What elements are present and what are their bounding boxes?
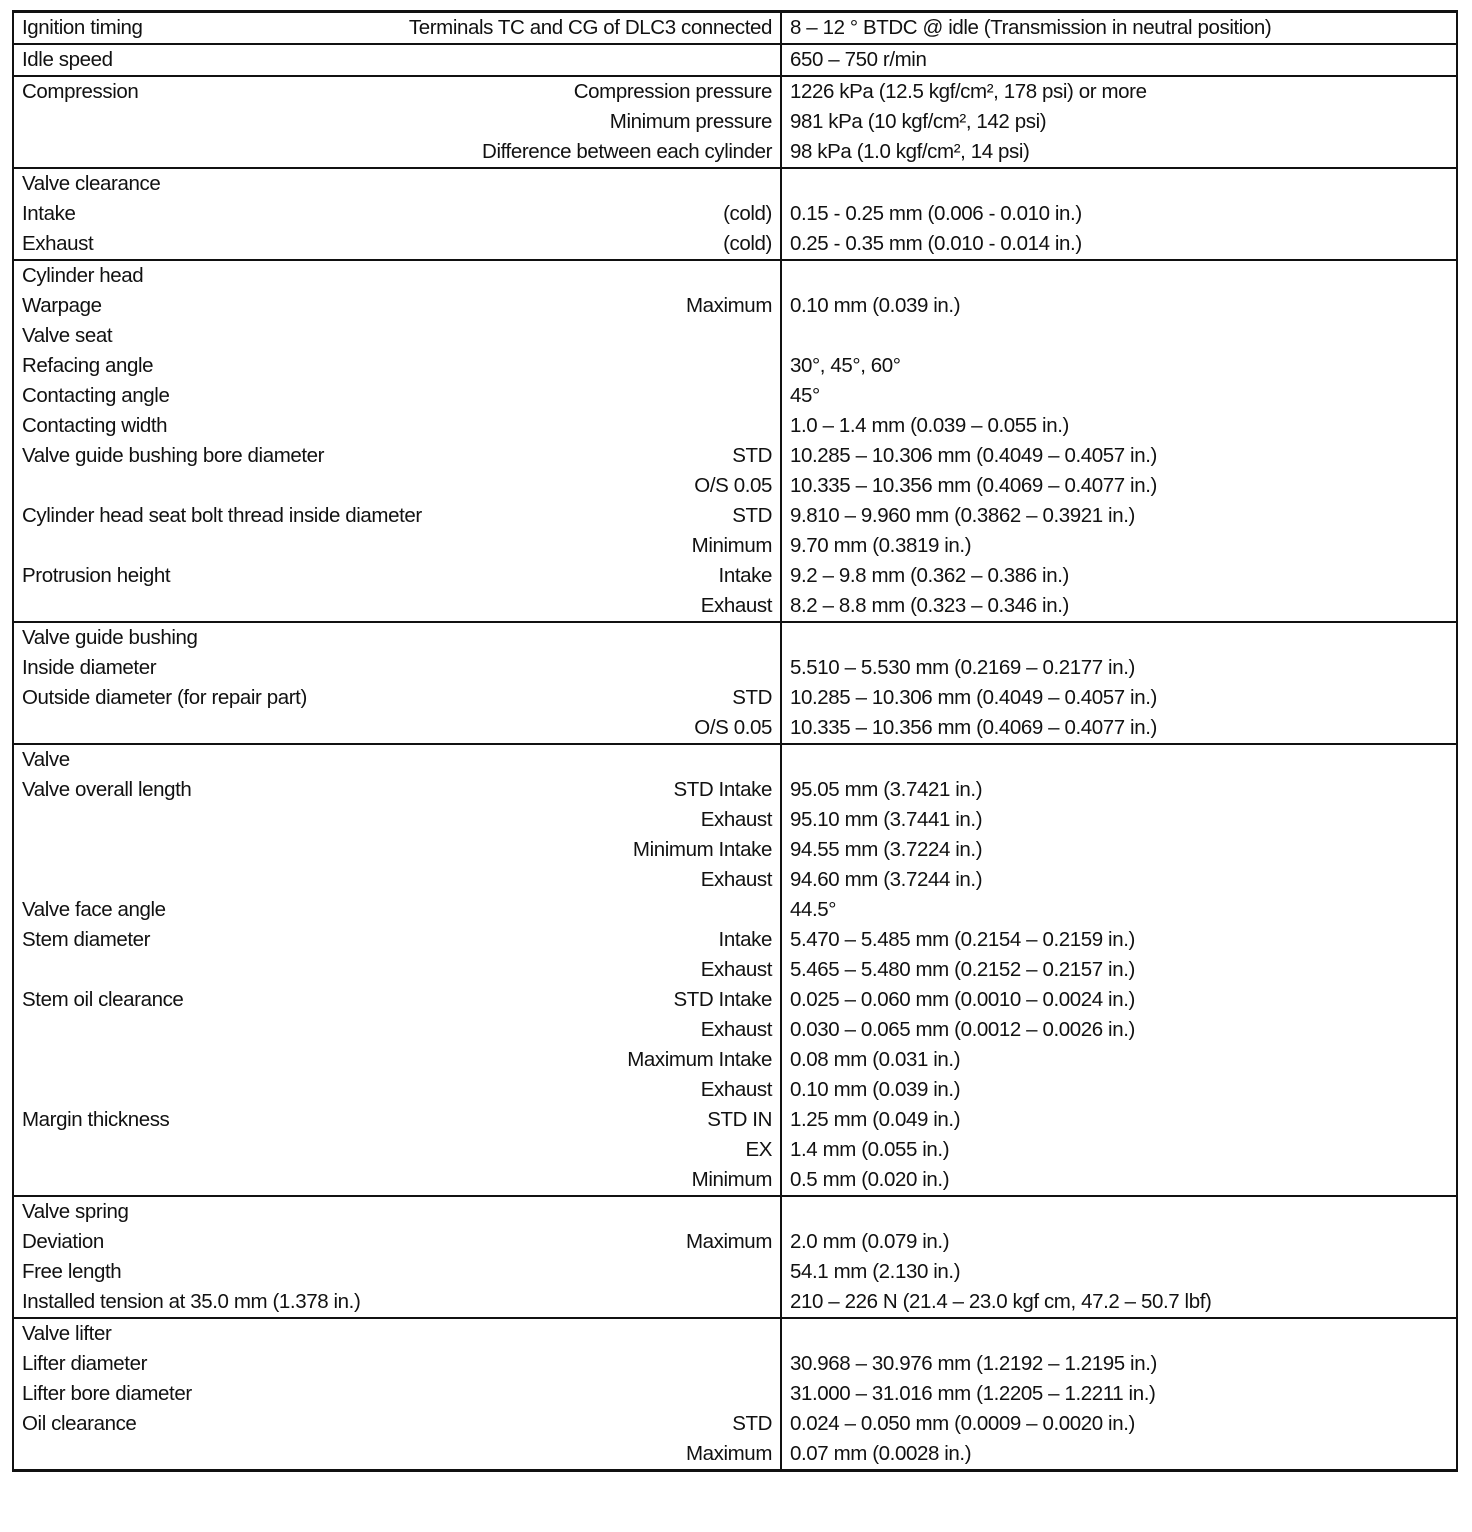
spec-value: 9.70 mm (0.3819 in.)	[790, 534, 972, 557]
spec-section	[13, 260, 1457, 622]
spec-condition: Maximum Intake	[627, 1048, 772, 1071]
spec-item-label: Valve guide bushing bore diameter	[22, 444, 325, 467]
spec-value	[782, 1319, 1456, 1349]
spec-line	[14, 1197, 780, 1227]
spec-row	[13, 12, 1457, 45]
spec-value: 0.10 mm (0.039 in.)	[790, 1078, 961, 1101]
spec-condition: Exhaust	[700, 1078, 772, 1101]
spec-line	[14, 13, 780, 43]
spec-line	[14, 1379, 780, 1409]
spec-condition: STD	[732, 444, 772, 467]
spec-item-label: Idle speed	[22, 48, 113, 71]
spec-line	[14, 1075, 780, 1105]
spec-condition: Minimum	[691, 1168, 772, 1191]
spec-condition: EX	[745, 1138, 772, 1161]
spec-value-cell	[781, 260, 1457, 622]
spec-item-label: Valve face angle	[22, 898, 166, 921]
spec-item-label: Refacing angle	[22, 354, 154, 377]
spec-item-label: Valve	[22, 748, 70, 771]
spec-value: 8.2 – 8.8 mm (0.323 – 0.346 in.)	[790, 594, 1069, 617]
spec-line	[14, 137, 780, 167]
spec-label-cell	[13, 44, 781, 76]
spec-value: 2.0 mm (0.079 in.)	[790, 1230, 950, 1253]
spec-value-cell	[781, 12, 1457, 45]
spec-value: 31.000 – 31.016 mm (1.2205 – 1.2211 in.)	[790, 1382, 1156, 1405]
spec-value	[782, 623, 1456, 653]
spec-value-cell	[781, 44, 1457, 76]
spec-item-label: Stem oil clearance	[22, 988, 184, 1011]
spec-value-cell	[781, 622, 1457, 744]
spec-value: 0.25 - 0.35 mm (0.010 - 0.014 in.)	[790, 232, 1082, 255]
spec-line	[14, 411, 780, 441]
spec-value: 8 – 12 ° BTDC @ idle (Transmission in neutral position)	[790, 16, 1272, 39]
spec-condition: Intake	[718, 564, 772, 587]
spec-value: 10.335 – 10.356 mm (0.4069 – 0.4077 in.)	[790, 474, 1157, 497]
spec-value: 5.465 – 5.480 mm (0.2152 – 0.2157 in.)	[790, 958, 1135, 981]
spec-condition: (cold)	[723, 232, 772, 255]
spec-condition: STD	[732, 1412, 772, 1435]
spec-value: 10.285 – 10.306 mm (0.4049 – 0.4057 in.)	[790, 686, 1157, 709]
spec-item-label: Margin thickness	[22, 1108, 170, 1131]
spec-condition: Maximum	[685, 294, 772, 317]
spec-value-cell	[781, 1196, 1457, 1318]
spec-item-label: Compression	[22, 80, 139, 103]
spec-condition: STD	[732, 686, 772, 709]
spec-row	[13, 168, 1457, 260]
spec-item-label: Outside diameter (for repair part)	[22, 686, 307, 709]
spec-value: 9.810 – 9.960 mm (0.3862 – 0.3921 in.)	[790, 504, 1135, 527]
spec-condition: Terminals TC and CG of DLC3 connected	[408, 16, 772, 39]
spec-line	[14, 865, 780, 895]
spec-item-label: Valve overall length	[22, 778, 192, 801]
spec-section	[13, 744, 1457, 1196]
spec-value: 94.60 mm (3.7244 in.)	[790, 868, 983, 891]
spec-value: 1.25 mm (0.049 in.)	[790, 1108, 961, 1131]
spec-row	[13, 1318, 1457, 1471]
spec-row	[13, 260, 1457, 622]
spec-line	[14, 745, 780, 775]
spec-table	[12, 10, 1458, 1472]
spec-line	[14, 1015, 780, 1045]
spec-value: 94.55 mm (3.7224 in.)	[790, 838, 983, 861]
spec-row	[13, 1196, 1457, 1318]
spec-line	[14, 1257, 780, 1287]
spec-section	[13, 1196, 1457, 1318]
spec-condition: Maximum	[685, 1442, 772, 1465]
spec-value: 95.10 mm (3.7441 in.)	[790, 808, 983, 831]
spec-section	[13, 44, 1457, 76]
spec-value	[782, 169, 1456, 199]
spec-line	[14, 441, 780, 471]
spec-value: 30.968 – 30.976 mm (1.2192 – 1.2195 in.)	[790, 1352, 1157, 1375]
spec-condition: Exhaust	[700, 958, 772, 981]
spec-line	[14, 955, 780, 985]
spec-condition: O/S 0.05	[694, 716, 772, 739]
spec-label-cell	[13, 76, 781, 168]
spec-condition: Minimum Intake	[632, 838, 772, 861]
spec-line	[14, 471, 780, 501]
spec-value: 0.030 – 0.065 mm (0.0012 – 0.0026 in.)	[790, 1018, 1135, 1041]
spec-item-label: Intake	[22, 202, 76, 225]
spec-condition: Compression pressure	[573, 80, 772, 103]
spec-item-label: Installed tension at 35.0 mm (1.378 in.)	[22, 1290, 361, 1313]
spec-value: 5.470 – 5.485 mm (0.2154 – 0.2159 in.)	[790, 928, 1135, 951]
spec-section	[13, 76, 1457, 168]
spec-item-label: Ignition timing	[22, 16, 143, 39]
spec-value: 210 – 226 N (21.4 – 23.0 kgf cm, 47.2 – 50.7 lbf)	[790, 1290, 1212, 1313]
spec-condition: Difference between each cylinder	[482, 140, 772, 163]
spec-line	[14, 1135, 780, 1165]
spec-label-cell	[13, 12, 781, 45]
spec-condition: O/S 0.05	[694, 474, 772, 497]
spec-line	[14, 1349, 780, 1379]
spec-value-cell	[781, 76, 1457, 168]
spec-row	[13, 622, 1457, 744]
spec-value	[782, 1197, 1456, 1227]
spec-condition: Exhaust	[700, 808, 772, 831]
spec-line	[14, 501, 780, 531]
spec-line	[14, 199, 780, 229]
spec-line	[14, 531, 780, 561]
spec-label-cell	[13, 1196, 781, 1318]
spec-value: 45°	[790, 384, 820, 407]
spec-item-label: Oil clearance	[22, 1412, 137, 1435]
spec-label-cell	[13, 260, 781, 622]
spec-condition: (cold)	[723, 202, 772, 225]
spec-item-label: Contacting angle	[22, 384, 170, 407]
spec-row	[13, 744, 1457, 1196]
spec-line	[14, 45, 780, 75]
spec-value: 9.2 – 9.8 mm (0.362 – 0.386 in.)	[790, 564, 1069, 587]
spec-line	[14, 229, 780, 259]
spec-item-label: Valve spring	[22, 1200, 129, 1223]
spec-condition: STD	[732, 504, 772, 527]
spec-line	[14, 381, 780, 411]
spec-value: 0.07 mm (0.0028 in.)	[790, 1442, 972, 1465]
spec-item-label: Contacting width	[22, 414, 168, 437]
spec-value-cell	[781, 168, 1457, 260]
spec-value: 30°, 45°, 60°	[790, 354, 901, 377]
spec-line	[14, 169, 780, 199]
spec-line	[14, 261, 780, 291]
spec-item-label: Valve guide bushing	[22, 626, 198, 649]
spec-line	[14, 351, 780, 381]
spec-value: 54.1 mm (2.130 in.)	[790, 1260, 961, 1283]
spec-section	[13, 1318, 1457, 1471]
spec-line	[14, 1319, 780, 1349]
spec-item-label: Lifter bore diameter	[22, 1382, 192, 1405]
spec-line	[14, 683, 780, 713]
spec-item-label: Valve clearance	[22, 172, 161, 195]
spec-condition: STD Intake	[673, 988, 772, 1011]
spec-line	[14, 1165, 780, 1195]
spec-line	[14, 591, 780, 621]
spec-label-cell	[13, 622, 781, 744]
spec-item-label: Warpage	[22, 294, 102, 317]
spec-line	[14, 653, 780, 683]
spec-line	[14, 623, 780, 653]
spec-line	[14, 1105, 780, 1135]
spec-item-label: Valve lifter	[22, 1322, 112, 1345]
spec-line	[14, 321, 780, 351]
spec-value: 1226 kPa (12.5 kgf/cm², 178 psi) or more	[790, 80, 1147, 103]
spec-line	[14, 1227, 780, 1257]
spec-value: 95.05 mm (3.7421 in.)	[790, 778, 983, 801]
spec-value: 0.15 - 0.25 mm (0.006 - 0.010 in.)	[790, 202, 1082, 225]
spec-line	[14, 1409, 780, 1439]
spec-item-label: Lifter diameter	[22, 1352, 148, 1375]
spec-value: 5.510 – 5.530 mm (0.2169 – 0.2177 in.)	[790, 656, 1135, 679]
spec-value: 10.285 – 10.306 mm (0.4049 – 0.4057 in.)	[790, 444, 1157, 467]
spec-label-cell	[13, 744, 781, 1196]
spec-item-label: Cylinder head seat bolt thread inside diameter	[22, 504, 422, 527]
spec-line	[14, 561, 780, 591]
spec-section	[13, 12, 1457, 45]
spec-value: 10.335 – 10.356 mm (0.4069 – 0.4077 in.)	[790, 716, 1157, 739]
spec-value: 44.5°	[790, 898, 837, 921]
spec-item-label: Exhaust	[22, 232, 94, 255]
spec-value: 1.4 mm (0.055 in.)	[790, 1138, 950, 1161]
spec-line	[14, 835, 780, 865]
spec-row	[13, 76, 1457, 168]
spec-value: 1.0 – 1.4 mm (0.039 – 0.055 in.)	[790, 414, 1069, 437]
spec-condition: Intake	[718, 928, 772, 951]
spec-condition: Minimum pressure	[609, 110, 772, 133]
spec-value: 650 – 750 r/min	[790, 48, 927, 71]
spec-label-cell	[13, 168, 781, 260]
spec-item-label: Stem diameter	[22, 928, 151, 951]
spec-section	[13, 168, 1457, 260]
spec-line	[14, 985, 780, 1015]
spec-line	[14, 775, 780, 805]
spec-value: 0.025 – 0.060 mm (0.0010 – 0.0024 in.)	[790, 988, 1135, 1011]
spec-line	[14, 713, 780, 743]
spec-value: 98 kPa (1.0 kgf/cm², 14 psi)	[790, 140, 1030, 163]
spec-condition: Exhaust	[700, 594, 772, 617]
spec-section	[13, 622, 1457, 744]
spec-value-cell	[781, 1318, 1457, 1471]
spec-line	[14, 895, 780, 925]
spec-value	[782, 261, 1456, 291]
spec-item-label: Inside diameter	[22, 656, 157, 679]
spec-value	[782, 321, 1456, 351]
spec-item-label: Cylinder head	[22, 264, 144, 287]
spec-label-cell	[13, 1318, 781, 1471]
spec-condition: STD IN	[707, 1108, 772, 1131]
spec-line	[14, 805, 780, 835]
spec-value	[782, 745, 1456, 775]
spec-item-label: Protrusion height	[22, 564, 171, 587]
spec-line	[14, 291, 780, 321]
spec-value: 0.5 mm (0.020 in.)	[790, 1168, 950, 1191]
spec-condition: STD Intake	[673, 778, 772, 801]
spec-line	[14, 925, 780, 955]
spec-value: 981 kPa (10 kgf/cm², 142 psi)	[790, 110, 1047, 133]
spec-item-label: Free length	[22, 1260, 122, 1283]
spec-value: 0.08 mm (0.031 in.)	[790, 1048, 961, 1071]
spec-line	[14, 107, 780, 137]
spec-value-cell	[781, 744, 1457, 1196]
spec-item-label: Valve seat	[22, 324, 113, 347]
spec-condition: Exhaust	[700, 868, 772, 891]
spec-value: 0.024 – 0.050 mm (0.0009 – 0.0020 in.)	[790, 1412, 1135, 1435]
spec-condition: Maximum	[685, 1230, 772, 1253]
spec-condition: Minimum	[691, 534, 772, 557]
spec-condition: Exhaust	[700, 1018, 772, 1041]
spec-item-label: Deviation	[22, 1230, 104, 1253]
spec-line	[14, 1439, 780, 1469]
spec-line	[14, 1287, 780, 1317]
spec-value: 0.10 mm (0.039 in.)	[790, 294, 961, 317]
spec-row	[13, 44, 1457, 76]
spec-line	[14, 1045, 780, 1075]
spec-line	[14, 77, 780, 107]
